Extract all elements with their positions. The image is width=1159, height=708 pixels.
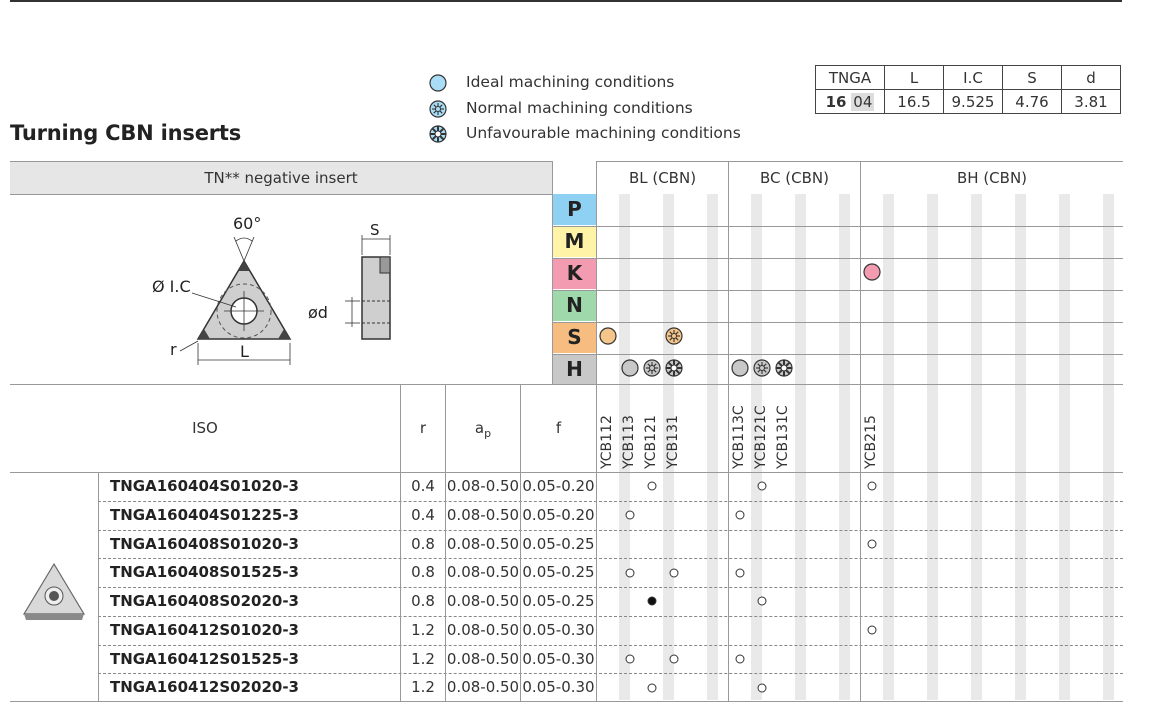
iso-code: TNGA160408S01525-3	[110, 563, 299, 582]
normal-circle-icon	[428, 99, 448, 119]
radius-value: 0.8	[411, 534, 435, 553]
unfavourable-circle-icon	[428, 124, 448, 144]
radius-value: 1.2	[411, 649, 435, 668]
material-h: H	[553, 354, 596, 385]
available-open-dot-icon	[866, 538, 878, 550]
d-label: ød	[308, 303, 328, 322]
table-row	[0, 616, 1159, 645]
grade-header-ycb131c: YCB131C	[775, 405, 791, 469]
material-m: M	[553, 226, 596, 257]
iso-code: TNGA160412S01020-3	[110, 620, 299, 639]
insert-header-bar	[10, 161, 552, 195]
mark-k-ycb215-ideal	[862, 262, 882, 282]
f-value: 0.05-0.25	[522, 534, 595, 553]
dim-header-tnga: TNGA	[816, 66, 885, 90]
material-n: N	[553, 290, 596, 321]
dim-value-s: 4.76	[1003, 90, 1062, 114]
ap-value: 0.08-0.50	[446, 505, 520, 524]
dim-code: 04	[853, 92, 873, 111]
f-value: 0.05-0.25	[522, 592, 595, 610]
table-row	[0, 558, 1159, 587]
iso-code: TNGA160404S01225-3	[110, 505, 299, 524]
mark-h-ycb121-normal	[642, 358, 662, 378]
f-value: 0.05-0.30	[522, 620, 595, 639]
available-open-dot-icon	[668, 567, 680, 579]
material-s: S	[553, 322, 596, 353]
iso-code: TNGA160412S01525-3	[110, 649, 299, 668]
h-rule	[552, 322, 1123, 323]
available-open-dot-icon	[866, 480, 878, 492]
dim-header-s: S	[1003, 66, 1062, 90]
table-row	[0, 645, 1159, 674]
available-open-dot-icon	[734, 509, 746, 521]
dim-value-d: 3.81	[1062, 90, 1121, 114]
table-row	[0, 587, 1159, 616]
header-ap-sub: p	[484, 427, 492, 440]
available-open-dot-icon	[756, 682, 768, 694]
f-value: 0.05-0.25	[522, 563, 595, 582]
group-bh: BH (CBN)	[861, 161, 1123, 194]
grade-header-ycb121: YCB121	[643, 415, 659, 469]
table-row	[0, 530, 1159, 559]
dim-header-d: d	[1062, 66, 1121, 90]
grade-header-ycb113c: YCB113C	[731, 405, 747, 469]
header-ap	[446, 384, 520, 472]
top-rule	[10, 0, 1122, 2]
page-title: Turning CBN inserts	[10, 121, 242, 145]
mark-s-ycb112-ideal	[598, 326, 618, 346]
radius-value: 0.4	[411, 477, 435, 495]
radius-value: 0.8	[411, 563, 435, 582]
ap-value: 0.08-0.50	[446, 620, 520, 639]
available-open-dot-icon	[646, 682, 658, 694]
mark-h-ycb121c-normal	[752, 358, 772, 378]
ideal-circle-icon	[428, 73, 448, 93]
mark-h-ycb131c-unfavourable	[774, 358, 794, 378]
grade-header-ycb215: YCB215	[863, 415, 879, 469]
ap-value: 0.08-0.50	[446, 563, 520, 582]
h-rule	[552, 226, 1123, 227]
available-open-dot-icon	[624, 509, 636, 521]
header-r: r	[419, 419, 427, 437]
triangle-tip-top	[238, 261, 250, 271]
grade-header-ycb113: YCB113	[621, 415, 637, 469]
material-p: P	[553, 194, 596, 225]
mark-h-ycb113c-ideal	[730, 358, 750, 378]
available-open-dot-icon	[624, 653, 636, 665]
grade-header-ycb131: YCB131	[665, 415, 681, 469]
available-open-dot-icon	[624, 567, 636, 579]
header-iso: ISO	[192, 419, 218, 437]
legend-normal-label: Normal machining conditions	[466, 99, 693, 117]
r-label: r	[170, 340, 177, 359]
dim-value-l: 16.5	[885, 90, 944, 114]
legend-ideal-label: Ideal machining conditions	[466, 73, 675, 91]
grade-header-ycb121c: YCB121C	[753, 405, 769, 469]
available-open-dot-icon	[866, 624, 878, 636]
radius-value: 0.4	[411, 505, 435, 524]
h-rule	[552, 258, 1123, 259]
header-f: f	[555, 419, 562, 437]
radius-value: 1.2	[411, 620, 435, 639]
insert-header-label: TN** negative insert	[204, 169, 358, 187]
ic-label: Ø I.C	[152, 277, 191, 296]
ap-value: 0.08-0.50	[446, 477, 520, 495]
radius-value: 1.2	[411, 678, 435, 697]
mark-h-ycb113-ideal	[620, 358, 640, 378]
iso-code: TNGA160412S02020-3	[110, 678, 299, 697]
f-value: 0.05-0.30	[522, 678, 595, 697]
table-row	[0, 501, 1159, 530]
f-value: 0.05-0.20	[522, 477, 595, 495]
material-k: K	[553, 258, 596, 289]
f-value: 0.05-0.20	[522, 505, 595, 524]
iso-code: TNGA160404S01020-3	[110, 477, 299, 495]
legend-unfavourable-label: Unfavourable machining conditions	[466, 124, 741, 142]
group-bc: BC (CBN)	[729, 161, 860, 194]
iso-code: TNGA160408S01020-3	[110, 534, 299, 553]
insert-drawing	[140, 205, 420, 375]
dim-value-ic: 9.525	[944, 90, 1003, 114]
dim-size-code	[816, 90, 885, 114]
ap-value: 0.08-0.50	[446, 534, 520, 553]
ap-value: 0.08-0.50	[446, 678, 520, 697]
radius-value: 0.8	[411, 592, 435, 610]
ap-value: 0.08-0.50	[446, 649, 520, 668]
available-open-dot-icon	[734, 567, 746, 579]
dim-header-ic: I.C	[944, 66, 1003, 90]
available-open-dot-icon	[646, 480, 658, 492]
available-open-dot-icon	[668, 653, 680, 665]
dim-header-l: L	[885, 66, 944, 90]
available-open-dot-icon	[734, 653, 746, 665]
iso-code: TNGA160408S02020-3	[110, 592, 299, 610]
v-rule	[552, 161, 553, 384]
mark-s-ycb131-normal	[664, 326, 684, 346]
dim-size: 16	[825, 92, 847, 111]
dimension-table	[815, 65, 1121, 114]
grade-header-ycb112: YCB112	[599, 415, 615, 469]
group-bl: BL (CBN)	[597, 161, 728, 194]
table-row	[0, 673, 1159, 702]
l-label: L	[240, 342, 249, 361]
s-label: S	[370, 221, 380, 239]
recommended-filled-dot-icon	[646, 595, 658, 607]
ap-value: 0.08-0.50	[446, 592, 520, 610]
table-row	[0, 472, 1159, 501]
f-value: 0.05-0.30	[522, 649, 595, 668]
available-open-dot-icon	[756, 595, 768, 607]
mark-h-ycb131-unfavourable	[664, 358, 684, 378]
h-rule	[552, 290, 1123, 291]
angle-label: 60°	[233, 214, 262, 233]
header-ap-main: a	[474, 419, 485, 437]
h-rule	[552, 354, 1123, 355]
available-open-dot-icon	[756, 480, 768, 492]
